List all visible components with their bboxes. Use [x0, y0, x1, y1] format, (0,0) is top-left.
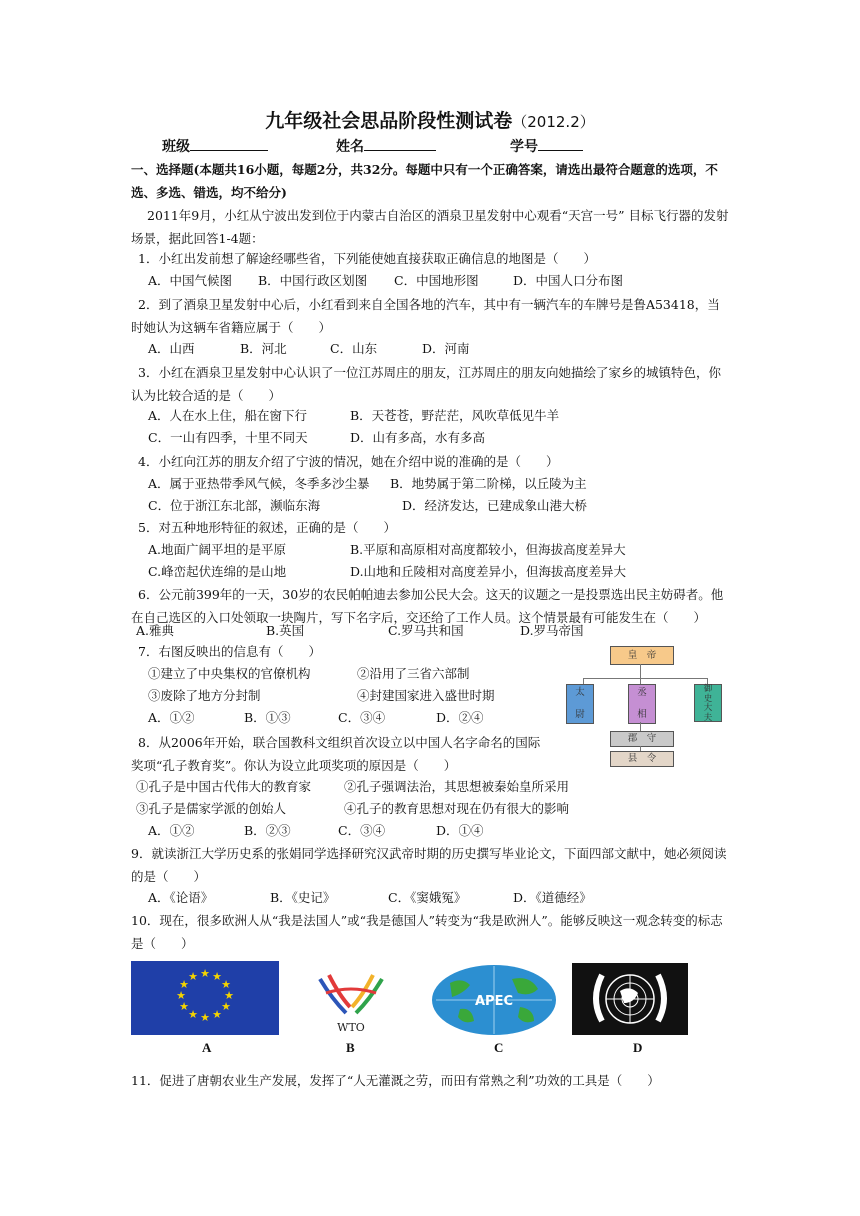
un-emblem-icon — [572, 963, 688, 1035]
county-box: 县 令 — [610, 751, 674, 767]
apec-text: APEC — [474, 994, 514, 1009]
q7-statement: ①建立了中央集权的官僚机构 — [148, 666, 311, 681]
q9-option[interactable]: B．《史记》 — [270, 890, 336, 905]
eu-flag-image[interactable] — [131, 961, 279, 1035]
q8-option[interactable]: D．①④ — [436, 823, 484, 838]
q9-option[interactable]: A．《论语》 — [148, 890, 214, 905]
q7-stem: 7．右图反映出的信息有（ ） — [138, 644, 321, 659]
q8-stem: 8．从2006年开始，联合国教科文组织首次设立以中国人名字命名的国际奖项“孔子教育奖”。你认为设立此项奖项的原因是（ ） — [131, 735, 541, 773]
q8-option[interactable]: B．②③ — [244, 823, 291, 838]
q1-option[interactable]: C．中国地形图 — [394, 273, 479, 288]
q3-option[interactable]: D．山有多高，水有多高 — [350, 430, 486, 445]
q4-option[interactable]: A．属于亚热带季风气候，冬季多沙尘暴 — [148, 476, 370, 491]
option-label-b[interactable]: B — [346, 1040, 355, 1055]
number-field[interactable] — [510, 136, 583, 156]
class-label: 班级 — [162, 139, 190, 155]
option-label-a[interactable]: A — [202, 1040, 212, 1055]
svg-text:★: ★ — [200, 967, 210, 980]
q1-option[interactable]: B．中国行政区划图 — [258, 273, 368, 288]
svg-text:★: ★ — [224, 989, 234, 1002]
svg-text:★: ★ — [188, 970, 198, 983]
connector-line — [640, 664, 641, 678]
q2-option[interactable]: C．山东 — [330, 341, 378, 356]
svg-text:★: ★ — [212, 1008, 222, 1021]
section-heading: 一、选择题(本题共16小题，每题2分，共32分。每题中只有一个正确答案，请选出最符合题意的选项，不选、多选、错选，均不给分) — [131, 162, 718, 200]
number-blank[interactable] — [538, 137, 583, 151]
q9-stem: 9．就读浙江大学历史系的张娟同学选择研究汉武帝时期的历史撰写毕业论文，下面四部文献中，她必须阅读的是（ ） — [131, 846, 727, 884]
q10-stem: 10．现在，很多欧洲人从“我是法国人”或“我是德国人”转变为“我是欧洲人”。能够反映这一观念转变的标志是（ ） — [131, 913, 723, 951]
svg-text:★: ★ — [221, 978, 231, 991]
emperor-box: 皇 帝 — [610, 646, 674, 665]
q3-stem: 3．小红在酒泉卫星发射中心认识了一位江苏周庄的朋友，江苏周庄的朋友向她描绘了家乡的城镇特色，你认为比较合适的是（ ） — [131, 365, 721, 403]
q6-option[interactable]: B.英国 — [266, 623, 305, 638]
q9-option[interactable]: D．《道德经》 — [513, 890, 592, 905]
q4-option[interactable]: C．位于浙江东北部，濒临东海 — [148, 498, 321, 513]
q4-option[interactable]: D．经济发达，已建成象山港大桥 — [402, 498, 588, 513]
class-blank[interactable] — [190, 137, 268, 151]
name-label: 姓名 — [336, 139, 364, 155]
q2-option[interactable]: B．河北 — [240, 341, 287, 356]
chancellor-box: 丞 相 — [628, 684, 656, 724]
q7-statement: ②沿用了三省六部制 — [357, 666, 470, 681]
commandery-box: 郡 守 — [610, 731, 674, 747]
q6-option[interactable]: A.雅典 — [136, 623, 175, 638]
q7-statement: ④封建国家进入盛世时期 — [357, 688, 495, 703]
q5-option[interactable]: C.峰峦起伏连绵的是山地 — [148, 564, 287, 579]
q5-option[interactable]: D.山地和丘陵相对高度差异小，但海拔高度差异大 — [350, 564, 627, 579]
un-emblem-image[interactable] — [572, 963, 688, 1035]
name-blank[interactable] — [364, 137, 436, 151]
intro-text: 2011年9月，小红从宁波出发到位于内蒙古自治区的酒泉卫星发射中心观看“天宫一号” 目标飞行器的发射场景，据此回答1-4题： — [131, 208, 729, 246]
title-year: （2012.2） — [512, 113, 595, 131]
class-field[interactable] — [162, 136, 268, 156]
q8-statement: ③孔子是儒家学派的创始人 — [136, 801, 287, 816]
svg-text:★: ★ — [179, 978, 189, 991]
svg-text:★: ★ — [221, 1000, 231, 1013]
q6-option[interactable]: C.罗马共和国 — [388, 623, 464, 638]
apec-logo-image[interactable] — [430, 963, 558, 1037]
q11-stem: 11．促进了唐朝农业生产发展，发挥了“人无灌溉之劳，而田有常熟之利”功效的工具是（ ） — [131, 1073, 660, 1088]
q8-statement: ①孔子是中国古代伟大的教育家 — [136, 779, 312, 794]
q2-option[interactable]: D．河南 — [422, 341, 470, 356]
q7-option[interactable]: B．①③ — [244, 710, 291, 725]
q7-option[interactable]: C．③④ — [338, 710, 386, 725]
wto-text: WTO — [337, 1021, 365, 1034]
q9-option[interactable]: C．《窦娥冤》 — [388, 890, 467, 905]
option-label-d[interactable]: D — [633, 1040, 643, 1055]
svg-text:★: ★ — [188, 1008, 198, 1021]
option-label-c[interactable]: C — [494, 1040, 504, 1055]
q3-option[interactable]: A．人在水上住，船在窗下行 — [148, 408, 308, 423]
name-field[interactable] — [336, 136, 436, 156]
q8-option[interactable]: A．①② — [148, 823, 195, 838]
censor-box: 御 史 大 夫 — [694, 684, 722, 722]
taiwei-box: 太 尉 — [566, 684, 594, 724]
number-label: 学号 — [510, 139, 538, 155]
wto-logo-icon — [312, 963, 390, 1035]
connector-line — [583, 678, 707, 679]
svg-text:★: ★ — [200, 1011, 210, 1024]
q5-option[interactable]: B.平原和高原相对高度都较小，但海拔高度差异大 — [350, 542, 626, 557]
q8-statement: ④孔子的教育思想对现在仍有很大的影响 — [344, 801, 570, 816]
svg-text:★: ★ — [212, 970, 222, 983]
wto-logo-image[interactable] — [312, 963, 390, 1035]
q6-stem: 6．公元前399年的一天，30岁的农民帕帕迪去参加公民大会。这天的议题之一是投票选出民主妨碍者。他在自己选区的入口处领取一块陶片，写下名字后，交还给了工作人员。这个情景最有可能发生在（ ） — [131, 587, 724, 625]
q5-option[interactable]: A.地面广阔平坦的是平原 — [148, 542, 287, 557]
svg-text:★: ★ — [179, 1000, 189, 1013]
q2-stem: 2．到了酒泉卫星发射中心后，小红看到来自全国各地的汽车，其中有一辆汽车的车牌号是鲁A53418，当时她认为这辆车省籍应属于（ ） — [131, 297, 720, 335]
q3-option[interactable]: B．天苍苍，野茫茫，风吹草低见牛羊 — [350, 408, 560, 423]
q2-option[interactable]: A．山西 — [148, 341, 195, 356]
q4-option[interactable]: B．地势属于第二阶梯，以丘陵为主 — [390, 476, 587, 491]
q6-option[interactable]: D.罗马帝国 — [520, 623, 584, 638]
q1-stem: 1．小红出发前想了解途经哪些省，下列能使她直接获取正确信息的地图是（ ） — [138, 251, 596, 266]
title-text: 九年级社会思品阶段性测试卷 — [265, 110, 513, 132]
q7-option[interactable]: A．①② — [148, 710, 195, 725]
connector-line — [640, 722, 641, 731]
svg-text:★: ★ — [176, 989, 186, 1002]
q5-stem: 5．对五种地形特征的叙述，正确的是（ ） — [138, 520, 396, 535]
apec-globe-icon — [430, 963, 558, 1037]
q8-statement: ②孔子强调法治，其思想被秦始皇所采用 — [344, 779, 570, 794]
eu-stars-icon — [131, 961, 279, 1035]
q7-option[interactable]: D．②④ — [436, 710, 484, 725]
q1-option[interactable]: A．中国气候图 — [148, 273, 233, 288]
q4-stem: 4．小红向江苏的朋友介绍了宁波的情况，她在介绍中说的准确的是（ ） — [138, 454, 559, 469]
q8-option[interactable]: C．③④ — [338, 823, 386, 838]
q3-option[interactable]: C．一山有四季，十里不同天 — [148, 430, 308, 445]
page-title — [0, 106, 860, 133]
q1-option[interactable]: D．中国人口分布图 — [513, 273, 624, 288]
q7-statement: ③废除了地方分封制 — [148, 688, 261, 703]
